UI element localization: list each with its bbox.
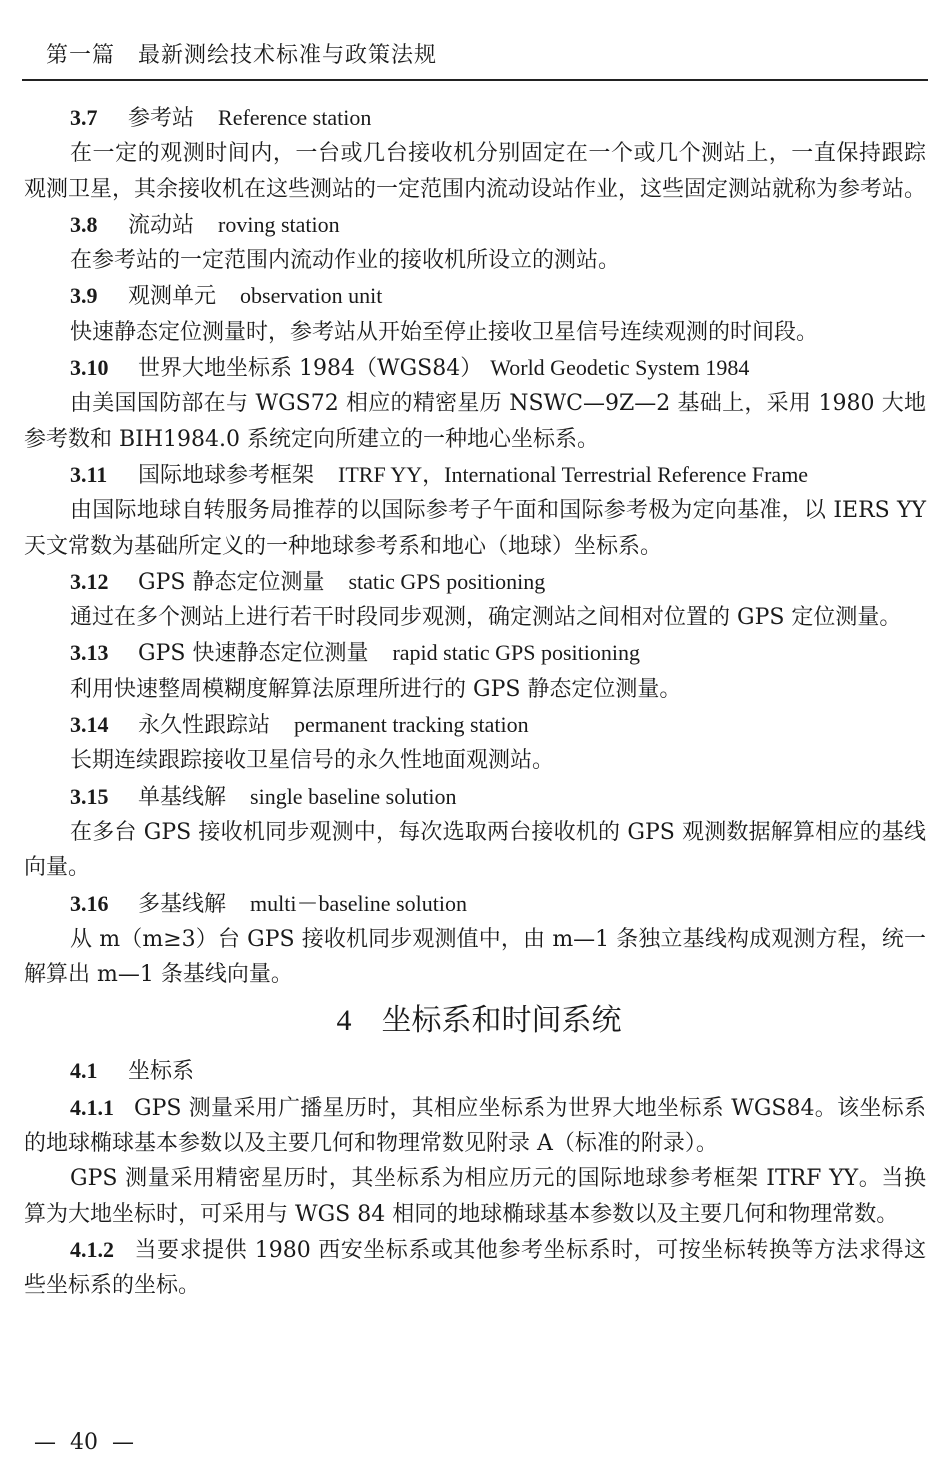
term-number: 3.15 [70, 783, 109, 809]
clause-4-1-2 [24, 1232, 926, 1304]
term-heading [24, 564, 926, 600]
clause-4-1-1 [24, 1090, 926, 1162]
term-chinese: 多基线解 [138, 891, 227, 917]
term-definition: 长期连续跟踪接收卫星信号的永久性地面观测站。 [70, 748, 555, 774]
page-number: — 40 — [34, 1430, 134, 1455]
term-english: World Geodetic System 1984 [490, 355, 750, 381]
term-english: permanent tracking station [294, 712, 529, 738]
term-definition: 由国际地球自转服务局推荐的以国际参考子午面和国际参考极为定向基准，以 IERS YY 天文常数为基础所定义的一种地球参考系和地心（地球）坐标系。 [24, 498, 926, 559]
term-english: Reference station [218, 105, 372, 130]
clause-text: 当要求提供 1980 西安坐标系或其他参考坐标系时，可按坐标转换等方法求得这些坐标系的坐标。 [24, 1237, 926, 1299]
term-english: roving station [218, 211, 340, 237]
term-chinese: 观测单元 [128, 284, 217, 310]
term-english: rapid static GPS positioning [392, 640, 640, 666]
term-heading [24, 779, 926, 815]
term-number: 3.14 [70, 712, 109, 738]
section-title: 坐标系和时间系统 [381, 1003, 622, 1039]
term-chinese: 国际地球参考框架 [138, 462, 315, 488]
term-heading [24, 886, 926, 922]
term-number: 3.8 [70, 211, 98, 237]
term-number: 3.12 [70, 568, 109, 594]
term-chinese: GPS 静态定位测量 [138, 569, 325, 595]
term-chinese: GPS 快速静态定位测量 [138, 641, 369, 667]
term-chinese: 流动站 [128, 212, 195, 238]
term-chinese: 参考站 [128, 106, 195, 131]
term-number: 3.7 [70, 105, 98, 130]
clause-number: 4.1.1 [70, 1094, 114, 1120]
clause-paragraph: GPS 测量采用精密星历时，其坐标系为相应历元的国际地球参考框架 ITRF YY。当换算为大地坐标时，可采用与 WGS 84 相同的地球椭球基本参数以及主要几何和物理常数。 [24, 1166, 926, 1227]
term-number: 3.16 [70, 890, 109, 916]
subsection-heading [24, 1053, 926, 1089]
term-english: static GPS positioning [348, 568, 546, 594]
term-number: 3.13 [70, 640, 109, 666]
term-definition: 在多台 GPS 接收机同步观测中，每次选取两台接收机的 GPS 观测数据解算相应的基线向量。 [24, 819, 926, 881]
term-definition: 利用快速整周模糊度解算法原理所进行的 GPS 静态定位测量。 [70, 676, 682, 702]
section-number: 4 [336, 1004, 352, 1038]
header-rule [22, 79, 928, 81]
clause-text: GPS 测量采用广播星历时，其相应坐标系为世界大地坐标系 WGS84。该坐标系的地球椭球基本参数以及主要几何和物理常数见附录 A（标准的附录）。 [24, 1095, 926, 1157]
term-definition: 从 m（m≥3）台 GPS 接收机同步观测值中，由 m—1 条独立基线构成观测方程，统一解算出 m—1 条基线向量。 [24, 926, 926, 988]
term-english: single baseline solution [250, 783, 457, 809]
term-chinese: 永久性跟踪站 [138, 713, 271, 739]
term-heading [24, 457, 926, 493]
term-chinese: 世界大地坐标系 1984（WGS84） [138, 356, 483, 382]
term-english: ITRF YY，International Terrestrial Reference Frame [338, 461, 809, 487]
section-heading [24, 992, 926, 1053]
term-heading [24, 207, 926, 243]
term-number: 3.11 [70, 461, 108, 487]
term-english: multi－baseline solution [250, 890, 467, 916]
running-header: 第一篇 最新测绘技术标准与政策法规 [46, 43, 438, 68]
term-heading [24, 707, 926, 743]
clause-number: 4.1.2 [70, 1236, 114, 1262]
term-definition: 在参考站的一定范围内流动作业的接收机所设立的测站。 [70, 248, 621, 274]
term-heading [24, 350, 926, 386]
term-definition: 通过在多个测站上进行若干时段同步观测，确定测站之间相对位置的 GPS 定位测量。 [70, 605, 902, 631]
term-definition: 在一定的观测时间内，一台或几台接收机分别固定在一个或几个测站上，一直保持跟踪观测卫星，其余接收机在这些测站的一定范围内流动设站作业，这些固定测站就称为参考站。 [24, 141, 927, 202]
term-definition: 由美国国防部在与 WGS72 相应的精密星历 NSWC—9Z—2 基础上，采用 1980 大地参考数和 BIH1984.0 系统定向所建立的一种地心坐标系。 [24, 391, 926, 452]
term-heading [24, 278, 926, 314]
term-heading [24, 100, 926, 136]
term-definition: 快速静态定位测量时，参考站从开始至停止接收卫星信号连续观测的时间段。 [70, 319, 819, 345]
subsection-number: 4.1 [70, 1058, 98, 1084]
subsection-title: 坐标系 [128, 1059, 195, 1085]
term-chinese: 单基线解 [138, 784, 227, 810]
term-english: observation unit [240, 283, 383, 309]
term-heading [24, 635, 926, 671]
body-text [24, 100, 926, 1304]
term-number: 3.10 [70, 355, 109, 381]
term-number: 3.9 [70, 283, 98, 309]
